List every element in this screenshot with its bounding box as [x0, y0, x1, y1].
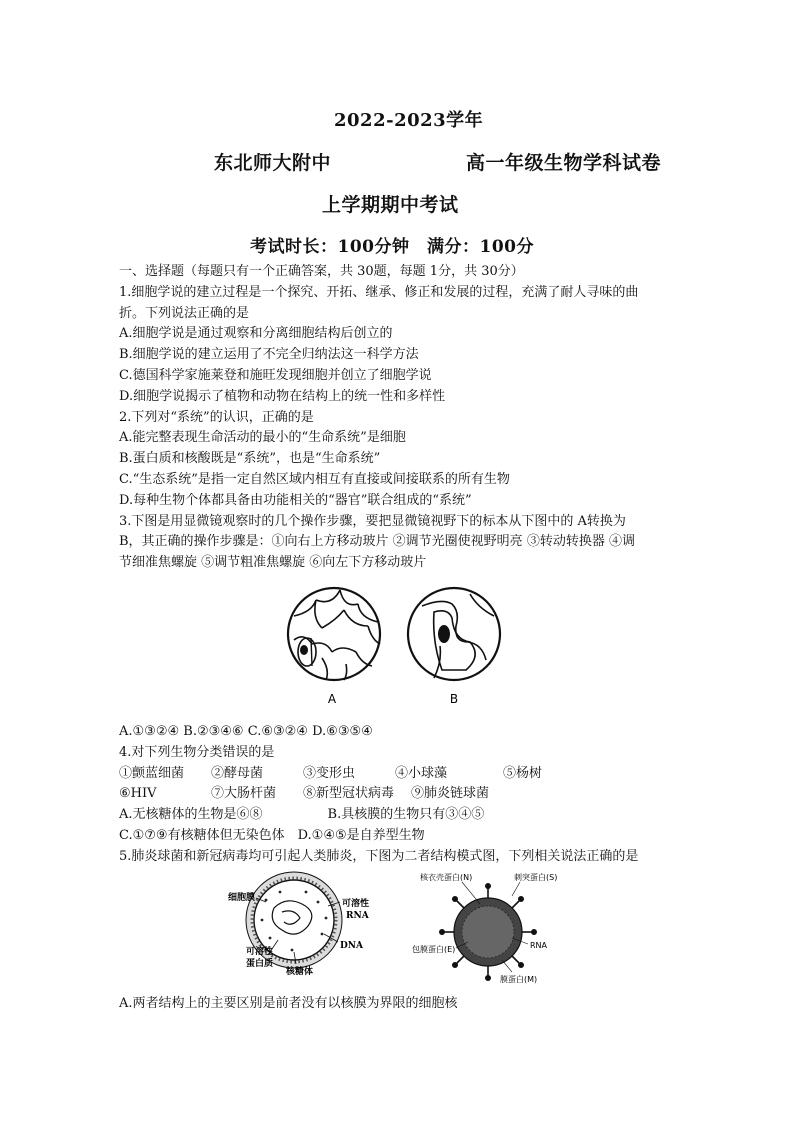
- organism-item: ⑦大肠杆菌: [211, 786, 277, 802]
- q1-option-b: B.细胞学说的建立运用了不完全归纳法这一科学方法: [119, 347, 419, 363]
- q4-options-cd: C.①⑦⑨有核糖体但无染色体 D.①④⑤是自养型生物: [119, 827, 425, 843]
- label-dna: DNA: [340, 941, 364, 951]
- label-soluble-rna-2: RNA: [346, 911, 369, 921]
- figure-label-b: B: [449, 692, 459, 706]
- exam-name: 上学期期中考试: [322, 194, 459, 216]
- organism-item: ⑥HIV: [119, 786, 157, 802]
- q2-stem: 2.下列对“系统”的认识，正确的是: [119, 409, 314, 425]
- q3-stem-line3: 节细准焦螺旋 ⑤调节粗准焦螺旋 ⑥向左下方移动玻片: [119, 555, 427, 571]
- q2-option-a: A.能完整表现生命活动的最小的“生命系统”是细胞: [119, 430, 406, 446]
- q1-stem-line1: 1.细胞学说的建立过程是一个探究、开拓、继承、修正和发展的过程，充满了耐人寻味的曲: [119, 284, 639, 300]
- subject-title: 高一年级生物学科试卷: [466, 152, 662, 174]
- q2-option-c: C.“生态系统”是指一定自然区域内相互有直接或间接联系的所有生物: [119, 471, 510, 487]
- q4-organisms-row2: [119, 784, 679, 805]
- q4-stem: 4.对下列生物分类错误的是: [119, 744, 275, 760]
- q3-stem-line2: B，其正确的操作步骤是：①向右上方移动玻片 ②调节光圈使视野明亮 ③转动转换器 ④调: [119, 534, 635, 550]
- q3-options: A.①③②④ B.②③④⑥ C.⑥③②④ D.⑥③⑤④: [119, 723, 373, 739]
- organism-item: ⑧新型冠状病毒: [303, 786, 395, 802]
- time-and-score: 考试时长：100分钟 满分：100分: [250, 237, 534, 257]
- q1-option-c: C.德国科学家施莱登和施旺发现细胞并创立了细胞学说: [119, 367, 432, 383]
- q2-option-d: D.每种生物个体都具备由功能相关的“器官”联合组成的“系统”: [119, 492, 472, 508]
- coronavirus-diagram: [412, 872, 557, 984]
- organism-item: ④小球藻: [395, 765, 448, 781]
- q3-stem-line1: 3.下图是用显微镜观察时的几个操作步骤，要把显微镜视野下的标本从下图中的 A转换为: [119, 513, 626, 529]
- label-cell-membrane: 细胞膜: [228, 893, 256, 903]
- label-spike-protein: 刺突蛋白(S): [514, 873, 558, 882]
- q2-option-b: B.蛋白质和核酸既是“系统”，也是“生命系统”: [119, 451, 381, 467]
- label-membrane-protein: 膜蛋白(M): [500, 975, 538, 984]
- label-nucleocapsid: 核衣壳蛋白(N): [420, 873, 473, 882]
- label-envelope-protein: 包膜蛋白(E): [412, 945, 456, 954]
- q5-stem: 5.肺炎球菌和新冠病毒均可引起人类肺炎，下图为二者结构模式图，下列相关说法正确的是: [119, 848, 639, 864]
- label-soluble-rna-1: 可溶性: [342, 899, 370, 909]
- q5-option-a: A.两者结构上的主要区别是前者没有以核膜为界限的细胞核: [119, 995, 458, 1011]
- exam-year: 2022-2023学年: [334, 110, 484, 131]
- q1-stem-line2: 折。下列说法正确的是: [119, 305, 250, 321]
- label-rna: RNA: [530, 941, 548, 950]
- organism-item: ⑨肺炎链球菌: [411, 786, 490, 802]
- organism-item: ③变形虫: [303, 765, 356, 781]
- q1-option-d: D.细胞学说揭示了植物和动物在结构上的统一性和多样性: [119, 388, 446, 404]
- pneumococcus-diagram: [228, 872, 370, 977]
- section-title: 一、选择题（每题只有一个正确答案，共 30题，每题 1分，共 30分）: [119, 264, 524, 279]
- organism-item: ⑤杨树: [503, 765, 543, 781]
- q4-organisms-row1: [119, 764, 679, 785]
- q1-option-a: A.细胞学说是通过观察和分离细胞结构后创立的: [119, 326, 393, 342]
- figure-label-a: A: [327, 692, 337, 706]
- organism-item: ①颤蓝细菌: [119, 765, 185, 781]
- field-b: [408, 588, 500, 680]
- q4-options-ab: A.无核糖体的生物是⑥⑧ B.具核膜的生物只有③④⑤: [119, 807, 485, 823]
- label-ribosome: 核糖体: [286, 967, 314, 977]
- school-name: 东北师大附中: [214, 152, 332, 174]
- pathogen-structure-figure: [222, 868, 562, 986]
- field-a: [288, 588, 380, 680]
- label-soluble-protein-2: 蛋白质: [246, 959, 274, 969]
- label-soluble-protein-1: 可溶性: [246, 947, 274, 957]
- microscope-field-figure: [282, 582, 502, 708]
- organism-item: ②酵母菌: [211, 765, 264, 781]
